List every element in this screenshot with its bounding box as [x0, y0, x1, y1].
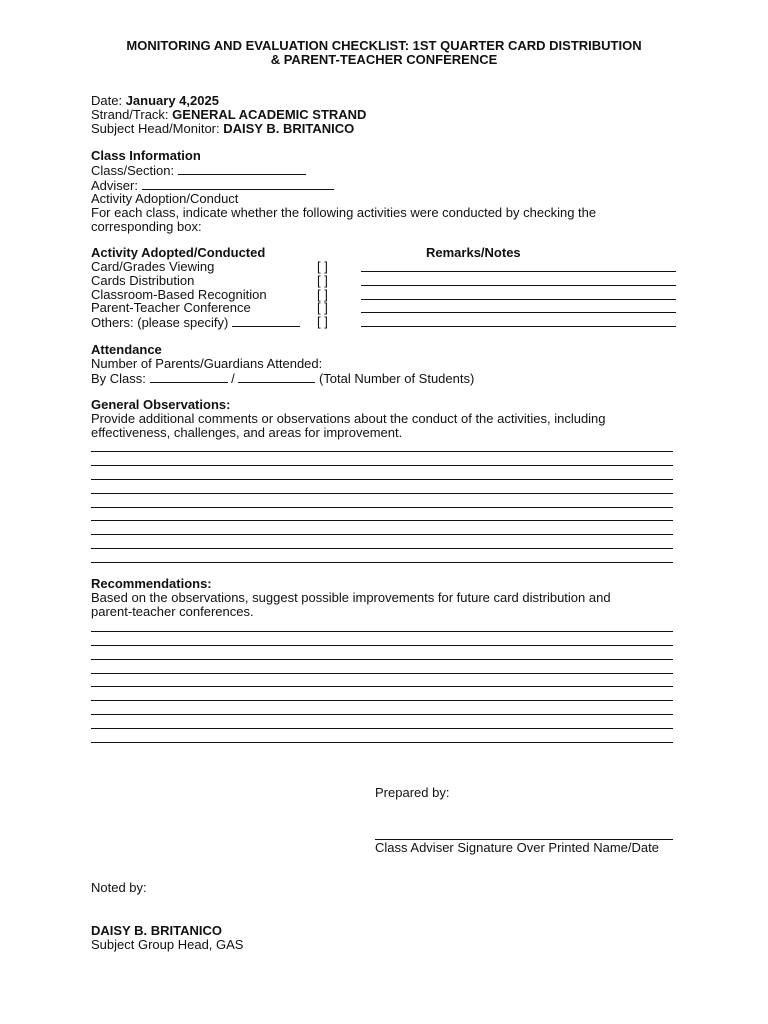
- class-info-block: [91, 149, 596, 234]
- parents-attended-line: Number of Parents/Guardians Attended:: [91, 355, 323, 371]
- noted-by-label: Noted by:: [91, 880, 147, 895]
- activity-row: [91, 274, 691, 288]
- observations-writing-line[interactable]: [91, 493, 673, 494]
- strand-value: GENERAL ACADEMIC STRAND: [172, 106, 367, 122]
- class-info-heading: Class Information: [91, 148, 201, 163]
- by-class-label: By Class:: [91, 370, 150, 386]
- adviser-field[interactable]: [142, 178, 334, 190]
- prepared-by-label: Prepared by:: [375, 785, 450, 800]
- observations-writing-line[interactable]: [91, 520, 673, 521]
- recommendations-writing-line[interactable]: [91, 659, 673, 660]
- recommendations-writing-line[interactable]: [91, 728, 673, 729]
- title-line-2: & PARENT-TEACHER CONFERENCE: [270, 52, 498, 67]
- observations-block: [91, 398, 606, 439]
- date-label: Date:: [91, 93, 126, 108]
- class-section-line: [91, 163, 596, 178]
- recommendations-writing-line[interactable]: [91, 742, 673, 743]
- total-students-field[interactable]: [238, 371, 315, 383]
- activity-remarks-field[interactable]: [361, 285, 676, 286]
- observations-heading: General Observations:: [91, 397, 231, 412]
- activity-row: [91, 315, 691, 329]
- recommendations-prompt-line-2: parent-teacher conferences.: [91, 603, 254, 619]
- activity-row: [91, 260, 691, 274]
- by-class-slash: /: [227, 370, 239, 386]
- observations-writing-line[interactable]: [91, 479, 673, 480]
- recommendations-writing-line[interactable]: [91, 714, 673, 715]
- recommendations-writing-line[interactable]: [91, 645, 673, 646]
- activity-row: [91, 301, 691, 315]
- class-section-label: Class/Section:: [91, 162, 178, 178]
- recommendations-heading: Recommendations:: [91, 576, 212, 591]
- observations-writing-line[interactable]: [91, 451, 673, 452]
- activity-label: Parent-Teacher Conference: [91, 300, 251, 315]
- recommendations-writing-line[interactable]: [91, 700, 673, 701]
- adviser-label: Adviser:: [91, 177, 142, 193]
- attendance-block: [91, 343, 474, 385]
- total-students-label: (Total Number of Students): [315, 370, 475, 386]
- observations-writing-line[interactable]: [91, 507, 673, 508]
- activity-remarks-field[interactable]: [361, 299, 676, 300]
- strand-label: Strand/Track:: [91, 106, 173, 122]
- observations-writing-line[interactable]: [91, 534, 673, 535]
- activity-remarks-field[interactable]: [361, 271, 676, 272]
- activity-column-header: Activity Adopted/Conducted: [91, 245, 266, 260]
- meta-block: [91, 94, 366, 135]
- activity-label: Card/Grades Viewing: [91, 259, 215, 274]
- attended-count-field[interactable]: [150, 371, 228, 383]
- monitor-label: Subject Head/Monitor:: [91, 120, 224, 136]
- monitor-value: DAISY B. BRITANICO: [223, 120, 355, 136]
- activity-label: Others: (please specify): [91, 315, 232, 330]
- observations-writing-line[interactable]: [91, 548, 673, 549]
- observations-writing-line[interactable]: [91, 562, 673, 563]
- document-title: [90, 39, 678, 67]
- activity-others: [91, 315, 300, 330]
- observations-writing-line[interactable]: [91, 465, 673, 466]
- activity-label: Cards Distribution: [91, 273, 195, 288]
- recommendations-writing-line[interactable]: [91, 686, 673, 687]
- activity-checkbox[interactable]: [ ]: [317, 314, 328, 329]
- activity-checkbox[interactable]: [ ]: [317, 300, 328, 315]
- instructions-line-2: corresponding box:: [91, 218, 202, 234]
- activity-checkbox[interactable]: [ ]: [317, 259, 328, 274]
- recommendations-block: [91, 577, 611, 618]
- monitor-line: [91, 122, 366, 136]
- by-class-line: [91, 371, 474, 386]
- date-value: January 4,2025: [125, 93, 219, 108]
- subject-head-name: DAISY B. BRITANICO: [91, 923, 222, 938]
- activity-remarks-field[interactable]: [361, 326, 676, 327]
- class-section-field[interactable]: [178, 163, 306, 175]
- subject-head-title: Subject Group Head, GAS: [91, 937, 244, 952]
- activity-label: Classroom-Based Recognition: [91, 287, 267, 302]
- recommendations-writing-line[interactable]: [91, 631, 673, 632]
- adviser-signature-caption: Class Adviser Signature Over Printed Name/Date: [375, 840, 659, 855]
- activity-checkbox[interactable]: [ ]: [317, 287, 328, 302]
- observations-prompt-line-2: effectiveness, challenges, and areas for improvement.: [91, 424, 403, 440]
- observations-prompt-line-1: Provide additional comments or observations about the conduct of the activities, including: [91, 410, 606, 426]
- attendance-heading: Attendance: [91, 342, 162, 357]
- adviser-line: [91, 178, 596, 193]
- title-line-1: MONITORING AND EVALUATION CHECKLIST: 1ST QUARTER CARD DISTRIBUTION: [126, 38, 642, 53]
- activity-checkbox[interactable]: [ ]: [317, 273, 328, 288]
- activity-remarks-field[interactable]: [361, 312, 676, 313]
- instructions-line-1: For each class, indicate whether the following activities were conducted by checking the: [91, 205, 597, 221]
- activity-adoption-line: Activity Adoption/Conduct: [91, 191, 239, 207]
- remarks-column-header: Remarks/Notes: [426, 245, 521, 260]
- others-specify-field[interactable]: [232, 315, 300, 327]
- recommendations-writing-line[interactable]: [91, 673, 673, 674]
- date-line: [91, 94, 366, 108]
- recommendations-prompt-line-1: Based on the observations, suggest possible improvements for future card distribution and: [91, 589, 611, 605]
- strand-line: [91, 108, 366, 122]
